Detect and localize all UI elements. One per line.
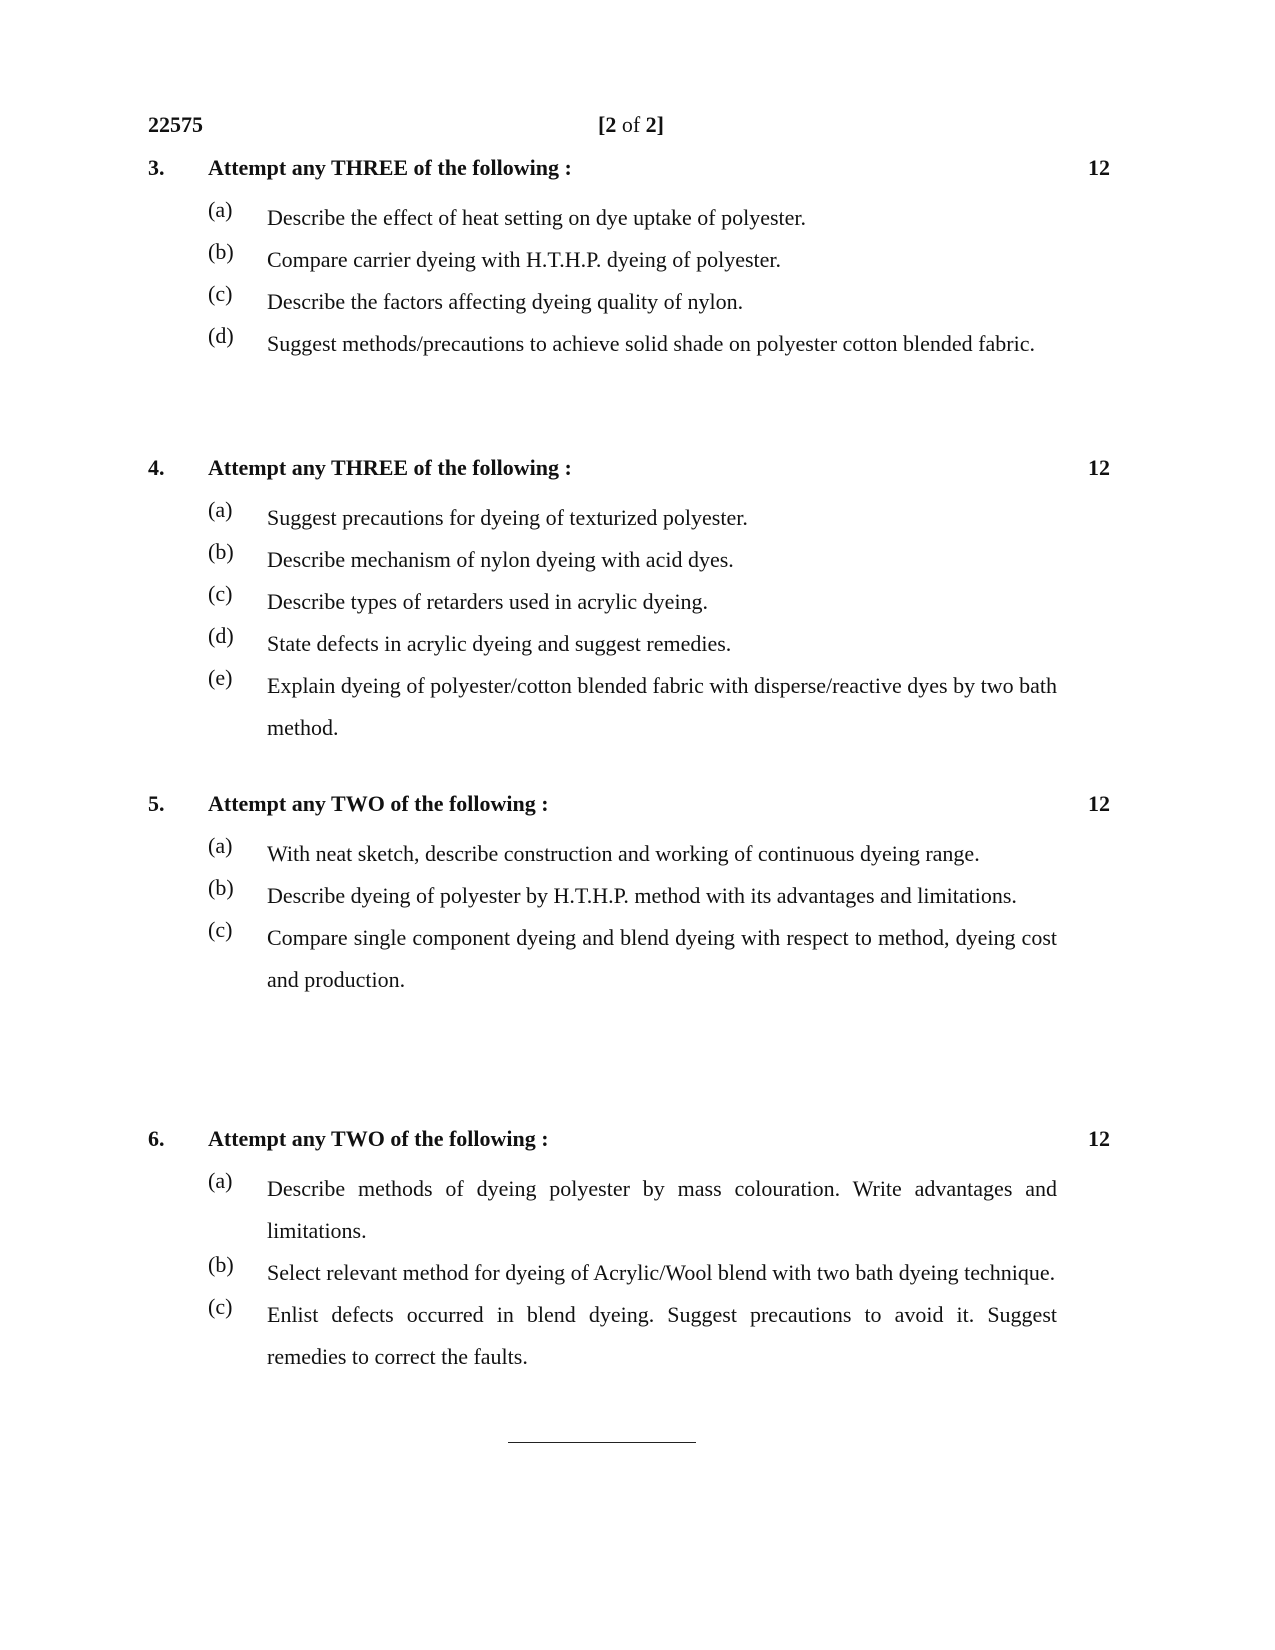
question-5	[148, 791, 1108, 1001]
sub-question-text: Describe mechanism of nylon dyeing with acid dyes.	[267, 547, 734, 572]
page-number-close: 2]	[645, 112, 664, 137]
sub-question-text: Suggest methods/precautions to achieve solid shade on polyester cotton blended fabric.	[267, 331, 1035, 356]
sub-question-label: (b)	[208, 1252, 234, 1277]
sub-question-text: Enlist defects occurred in blend dyeing. Suggest precautions to avoid it. Suggest remedies to correct the faults.	[267, 1302, 1057, 1369]
sub-question	[148, 875, 1108, 917]
sub-question-label: (c)	[208, 281, 233, 306]
sub-question-label: (d)	[208, 323, 234, 348]
sub-question	[148, 1252, 1108, 1294]
sub-question-label: (a)	[208, 197, 233, 222]
sub-question-text: Compare single component dyeing and blend dyeing with respect to method, dyeing cost and production.	[267, 925, 1057, 992]
question-header	[148, 455, 1108, 497]
sub-question-text: Compare carrier dyeing with H.T.H.P. dyeing of polyester.	[267, 247, 782, 272]
sub-question-label: (a)	[208, 497, 233, 522]
sub-question	[148, 539, 1108, 581]
sub-question	[148, 665, 1108, 749]
page-number-open: [2	[598, 112, 617, 137]
end-of-paper-rule	[508, 1442, 696, 1443]
question-marks: 12	[1088, 791, 1110, 816]
question-title: Attempt any TWO of the following :	[208, 791, 549, 816]
question-title: Attempt any THREE of the following :	[208, 455, 572, 480]
question-6	[148, 1126, 1108, 1378]
page-number-of: of	[621, 112, 641, 137]
question-number: 4.	[148, 455, 165, 480]
sub-question-text: With neat sketch, describe construction and working of continuous dyeing range.	[267, 841, 980, 866]
page-header	[148, 112, 1108, 144]
question-header	[148, 791, 1108, 833]
question-4	[148, 455, 1108, 749]
sub-question	[148, 323, 1108, 365]
sub-question-text: Describe the factors affecting dyeing quality of nylon.	[267, 289, 744, 314]
question-marks: 12	[1088, 1126, 1110, 1151]
question-title: Attempt any THREE of the following :	[208, 155, 572, 180]
sub-question-label: (a)	[208, 833, 233, 858]
sub-question-text: Explain dyeing of polyester/cotton blended fabric with disperse/reactive dyes by two bath method.	[267, 673, 1057, 740]
sub-question-text: Describe the effect of heat setting on dye uptake of polyester.	[267, 205, 807, 230]
sub-question-text: Describe types of retarders used in acrylic dyeing.	[267, 589, 709, 614]
question-title: Attempt any TWO of the following :	[208, 1126, 549, 1151]
sub-question	[148, 197, 1108, 239]
sub-question-text: Suggest precautions for dyeing of texturized polyester.	[267, 505, 748, 530]
sub-question	[148, 623, 1108, 665]
paper-code: 22575	[148, 112, 203, 137]
question-3	[148, 155, 1108, 365]
sub-question	[148, 1168, 1108, 1252]
question-number: 3.	[148, 155, 165, 180]
sub-question-label: (c)	[208, 917, 233, 942]
sub-question	[148, 497, 1108, 539]
sub-question-label: (b)	[208, 875, 234, 900]
sub-question-text: Describe dyeing of polyester by H.T.H.P. method with its advantages and limitations.	[267, 883, 1017, 908]
question-header	[148, 1126, 1108, 1168]
sub-question-text: Select relevant method for dyeing of Acrylic/Wool blend with two bath dyeing technique.	[267, 1260, 1056, 1285]
question-number: 5.	[148, 791, 165, 816]
sub-question-label: (b)	[208, 239, 234, 264]
sub-question-label: (a)	[208, 1168, 233, 1193]
question-number: 6.	[148, 1126, 165, 1151]
sub-question-label: (b)	[208, 539, 234, 564]
sub-question-label: (d)	[208, 623, 234, 648]
sub-question-text: Describe methods of dyeing polyester by mass colouration. Write advantages and limitations.	[267, 1176, 1057, 1243]
sub-question	[148, 581, 1108, 623]
question-marks: 12	[1088, 455, 1110, 480]
sub-question	[148, 281, 1108, 323]
sub-question-label: (c)	[208, 1294, 233, 1319]
sub-question-text: State defects in acrylic dyeing and suggest remedies.	[267, 631, 732, 656]
sub-question-label: (e)	[208, 665, 233, 690]
sub-question	[148, 833, 1108, 875]
sub-question	[148, 1294, 1108, 1378]
sub-question	[148, 239, 1108, 281]
question-marks: 12	[1088, 155, 1110, 180]
page-number	[598, 112, 664, 138]
sub-question	[148, 917, 1108, 1001]
question-header	[148, 155, 1108, 197]
sub-question-label: (c)	[208, 581, 233, 606]
